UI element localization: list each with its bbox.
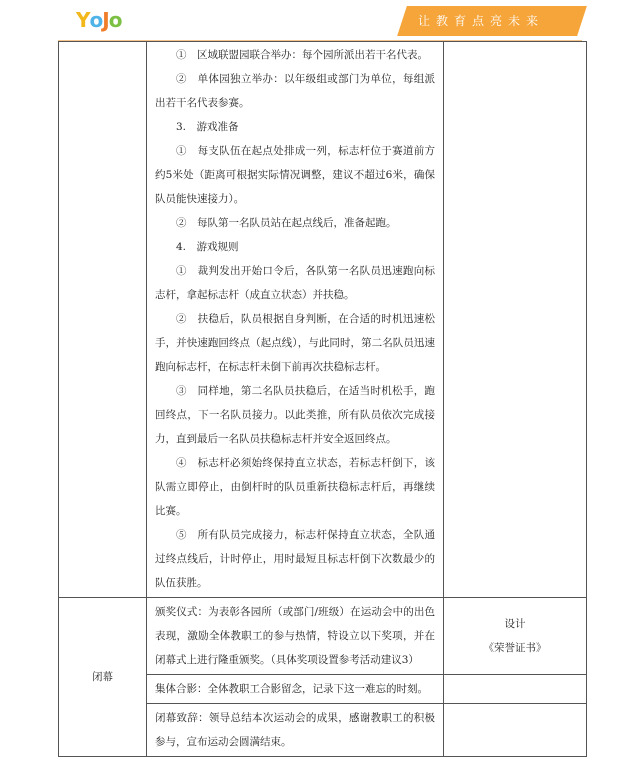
award-ceremony-text: 颁奖仪式：为表彰各园所（或部门/班级）在运动会中的出色表现，激励全体教职工的参与热情，特设立以下奖项，并在闭幕式上进行隆重颁奖。（具体奖项设置参考活动建议3） xyxy=(155,606,435,666)
design-item: 《荣誉证书》 xyxy=(483,642,547,654)
section-heading: 3. 游戏准备 xyxy=(176,121,239,133)
empty-cell xyxy=(444,675,587,704)
design-label: 设计 xyxy=(504,618,526,630)
rule-item: ④ 标志杆必须始终保持直立状态，若标志杆倒下，该队需立即停止，由倒杆时的队员重新扶稳标志杆后，再继续比赛。 xyxy=(155,457,435,517)
rule-item: ① 每支队伍在起点处排成一列，标志杆位于赛道前方约5米处（距离可根据实际情况调整，建议不超过6米，确保队员能快速接力）。 xyxy=(155,145,435,205)
stage-cell xyxy=(59,42,147,598)
section-heading: 4. 游戏规则 xyxy=(176,241,239,253)
group-photo-cell xyxy=(147,675,444,704)
closing-speech-text: 闭幕致辞：领导总结本次运动会的成果，感谢教职工的积极参与，宣布运动会圆满结束。 xyxy=(155,712,435,748)
rule-item: ② 扶稳后，队员根据自身判断，在合适的时机迅速松手，并快速跑回终点（起点线），与此同时，第二名队员迅速跑向标志杆，在标志杆未倒下前再次扶稳标志杆。 xyxy=(155,313,435,373)
group-photo-text: 集体合影：全体教职工合影留念，记录下这一难忘的时刻。 xyxy=(155,683,428,695)
rules-cell xyxy=(147,42,444,598)
rule-item: ③ 同样地，第二名队员扶稳后，在适当时机松手，跑回终点，下一名队员接力。以此类推，所有队员依次完成接力，直到最后一名队员扶稳标志杆并安全返回终点。 xyxy=(155,385,435,445)
design-cell xyxy=(444,598,587,675)
award-ceremony-cell xyxy=(147,598,444,675)
rule-item: ② 单体园独立举办：以年级组或部门为单位，每组派出若干名代表参赛。 xyxy=(155,73,435,109)
rule-item: ① 裁判发出开始口令后，各队第一名队员迅速跑向标志杆，拿起标志杆（成直立状态）并扶稳。 xyxy=(155,265,435,301)
empty-cell xyxy=(444,704,587,757)
page-header xyxy=(0,0,640,40)
rule-item: ① 区域联盟园联合举办：每个园所派出若干名代表。 xyxy=(176,49,428,61)
table-row xyxy=(59,42,587,598)
brand-logo: YoJo xyxy=(76,8,122,32)
table-row xyxy=(59,598,587,675)
activity-table xyxy=(58,41,587,757)
rule-item: ⑤ 所有队员完成接力，标志杆保持直立状态，全队通过终点线后，计时停止，用时最短且标志杆倒下次数最少的队伍获胜。 xyxy=(155,529,435,589)
closing-speech-cell xyxy=(147,704,444,757)
resource-cell xyxy=(444,42,587,598)
rule-item: ② 每队第一名队员站在起点线后，准备起跑。 xyxy=(176,217,397,229)
slogan-text: 让教育点亮未来 xyxy=(418,14,545,28)
closing-label: 闭幕 xyxy=(59,598,147,757)
